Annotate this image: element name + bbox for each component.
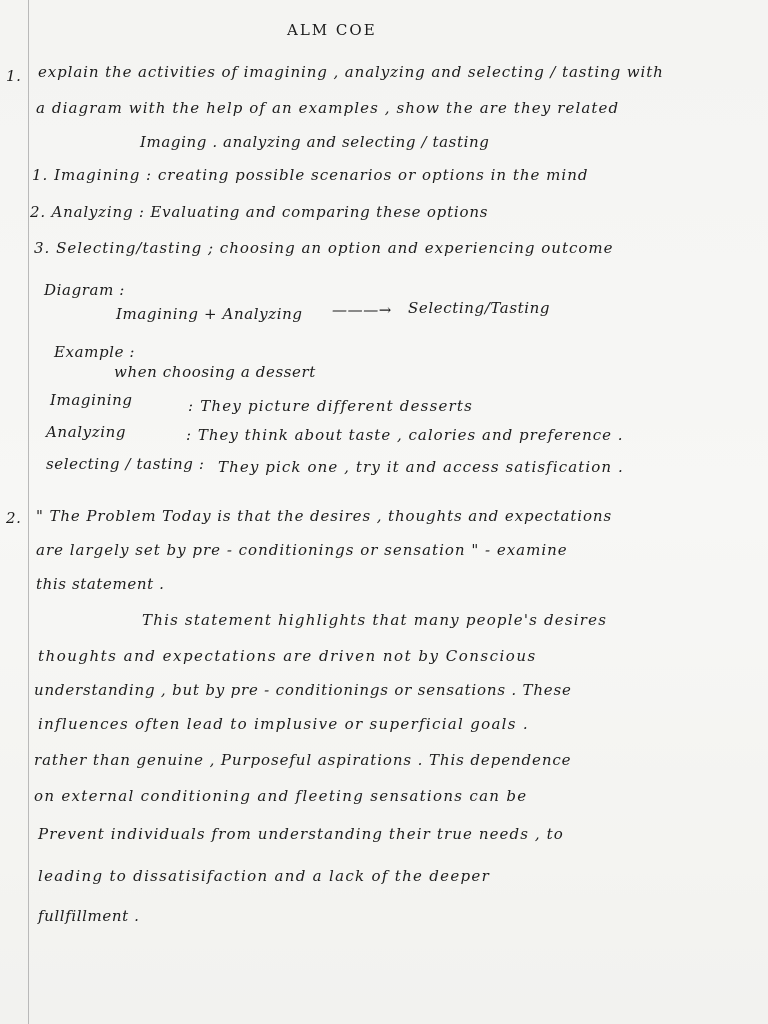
example-text-imagining: : They picture different desserts xyxy=(188,397,474,415)
example-term-imagining: Imagining xyxy=(50,391,133,409)
diagram-right-box: Selecting/Tasting xyxy=(408,299,551,317)
question-2-line-2: are largely set by pre - conditionings or sensation " - examine xyxy=(36,541,568,559)
answer-line-2: thoughts and expectations are driven not by Conscious xyxy=(38,647,537,665)
diagram-left-box: Imagining + Analyzing xyxy=(116,305,303,323)
answer-line-3: understanding , but by pre - conditionings or sensations . These xyxy=(34,681,572,699)
example-text-analyzing: : They think about taste , calories and preference . xyxy=(186,426,624,444)
example-text-selecting: They pick one , try it and access satisfication . xyxy=(218,458,624,476)
question-2-line-1: " The Problem Today is that the desires , thoughts and expectations xyxy=(36,507,613,525)
answer-line-4: influences often lead to implusive or superficial goals . xyxy=(38,715,529,733)
question-1-line-2: a diagram with the help of an examples , show the are they related xyxy=(36,99,620,117)
question-1-number: 1. xyxy=(6,67,22,85)
question-1-point-2: 2. Analyzing : Evaluating and comparing these options xyxy=(30,203,489,221)
example-intro: when choosing a dessert xyxy=(114,363,316,381)
example-term-selecting: selecting / tasting : xyxy=(46,455,205,473)
answer-line-7: Prevent individuals from understanding their true needs , to xyxy=(38,825,564,843)
answer-line-1: This statement highlights that many people's desires xyxy=(142,611,608,629)
question-1-subheading: Imaging . analyzing and selecting / tasting xyxy=(140,133,490,151)
answer-line-6: on external conditioning and fleeting sensations can be xyxy=(34,787,528,805)
answer-line-9: fullfillment . xyxy=(38,907,140,925)
answer-line-5: rather than genuine , Purposeful aspirations . This dependence xyxy=(34,751,572,769)
example-label: Example : xyxy=(54,343,136,361)
question-2-number: 2. xyxy=(6,509,22,527)
diagram-label: Diagram : xyxy=(44,281,125,299)
answer-line-8: leading to dissatisifaction and a lack of the deeper xyxy=(38,867,491,885)
page-title: ALM COE xyxy=(287,21,377,39)
question-1-line-1: explain the activities of imagining , analyzing and selecting / tasting with xyxy=(38,63,664,81)
question-1-point-3: 3. Selecting/tasting ; choosing an option and experiencing outcome xyxy=(34,239,614,257)
margin-line xyxy=(28,0,29,1024)
example-term-analyzing: Analyzing xyxy=(46,423,127,441)
question-1-point-1: 1. Imagining : creating possible scenarios or options in the mind xyxy=(32,166,589,184)
diagram-arrow: ———→ xyxy=(332,301,392,319)
question-2-line-3: this statement . xyxy=(36,575,165,593)
